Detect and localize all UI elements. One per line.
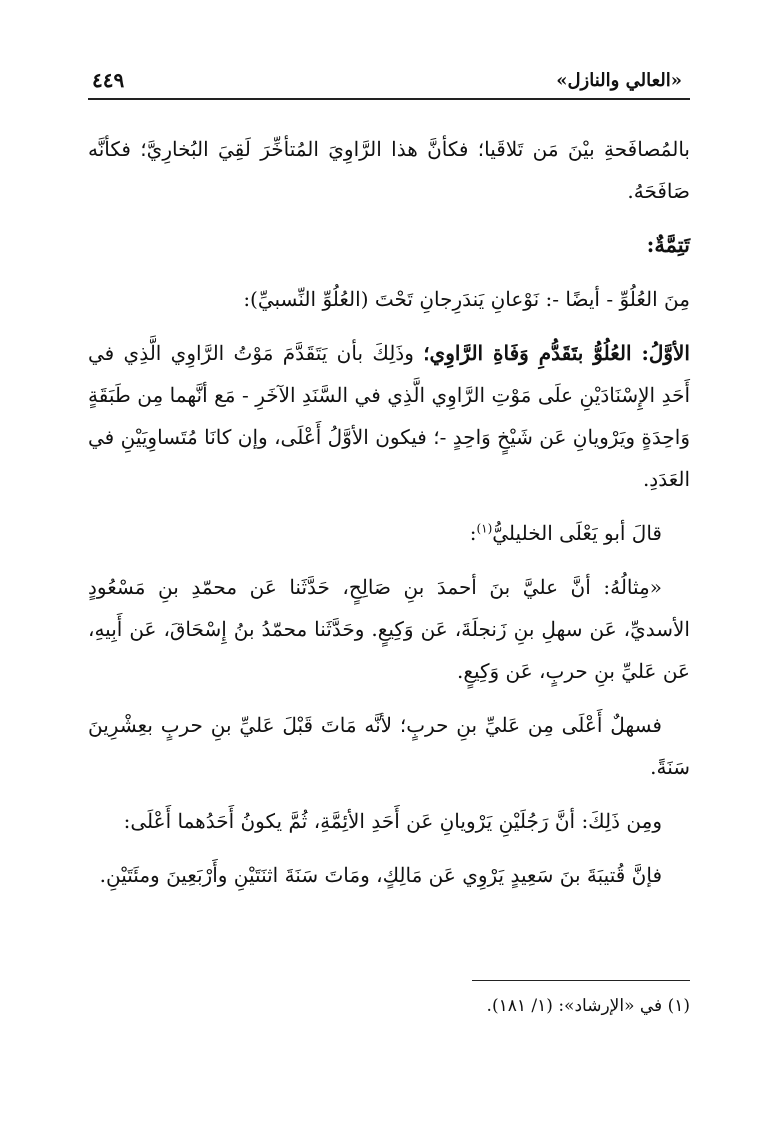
paragraph-3 xyxy=(88,332,690,500)
paragraph-5: «مِثالُهُ: أنَّ عليَّ بنَ أحمدَ بنِ صَالِحٍ، حَدَّثَنا عَن محمّدِ بنِ مَسْعُودٍ الأسديِّ، عَن سهلِ بنِ زَنجلَةَ، عَن وَكِيعٍ. وحَدَّثَنا محمّدُ بنُ إِسْحَاقَ، عَن أَبِيهِ، عَن عَليِّ بنِ حربٍ، عَن وَكِيعٍ. xyxy=(88,575,690,683)
book-page xyxy=(88,58,690,1098)
footnote-marker: (١) xyxy=(476,521,493,536)
paragraph-3-lead: الأوَّلُ: العُلُوُّ بتَقَدُّمِ وَفَاةِ الرَّاوِي؛ xyxy=(423,341,690,365)
paragraph-6: فسهلٌ أَعْلَى مِن عَليِّ بنِ حربٍ؛ لأنَّه مَاتَ قَبْلَ عَليِّ بنِ حربٍ بعِشْرِينَ سَنَةً. xyxy=(88,713,690,779)
paragraph-4 xyxy=(88,512,690,554)
page-header xyxy=(88,58,690,100)
page-number: ٤٤٩ xyxy=(92,68,125,92)
paragraph-2: مِنَ العُلُوِّ - أيضًا -: نَوْعانِ يَندَرِجانِ تَحْتَ (العُلُوِّ النِّسبيِّ): xyxy=(243,287,690,311)
section-heading: تَتِمَّةٌ: xyxy=(646,232,690,257)
footnote: (١) في «الإرشاد»: (١/ ١٨١). xyxy=(486,996,690,1016)
paragraph-8: فإنَّ قُتيبَةَ بنَ سَعِيدٍ يَرْوِي عَن مَالِكٍ، ومَاتَ سَنَةَ اثنَتَيْنِ وأَرْبَعِينَ ومئَتَيْنِ. xyxy=(99,863,662,887)
footnote-divider xyxy=(472,980,690,981)
paragraph-1: بالمُصافَحةِ بيْنَ مَن تَلاقَيا؛ فكأنَّ هذا الرَّاوِيَ المُتأخِّرَ لَقِيَ البُخارِيَّ؛ فكأنَّه صَافَحَهُ. xyxy=(88,137,691,203)
paragraph-7: ومِن ذَلِكَ: أنَّ رَجُلَيْنِ يَرْويانِ عَن أَحَدِ الأئِمَّةِ، ثُمَّ يكونُ أَحَدُهما أَعْلَى: xyxy=(123,809,662,833)
paragraph-4-end: : xyxy=(469,521,477,545)
page-body xyxy=(88,128,690,896)
paragraph-3-rest: وذَلِكَ بأن يَتَقَدَّمَ مَوْتُ الرَّاوِي الَّذِي في أَحَدِ الإِسْنَادَيْنِ علَى مَوْتِ الرَّاوِي الَّذِي في السَّنَدِ الآخَرِ - مَع أنَّهما مِن طَبَقَةٍ وَاحِدَةٍ ويَرْويانِ عَن شَيْخٍ وَاحِدٍ -؛ فيكون الأوَّلُ أَعْلَى، وإن كانَا مُتَساوِيَيْنِ في العَدَدِ. xyxy=(88,341,690,491)
running-title: «العالي والنازل» xyxy=(556,70,682,91)
paragraph-4-text: قالَ أبو يَعْلَى الخليليُّ xyxy=(492,521,662,545)
